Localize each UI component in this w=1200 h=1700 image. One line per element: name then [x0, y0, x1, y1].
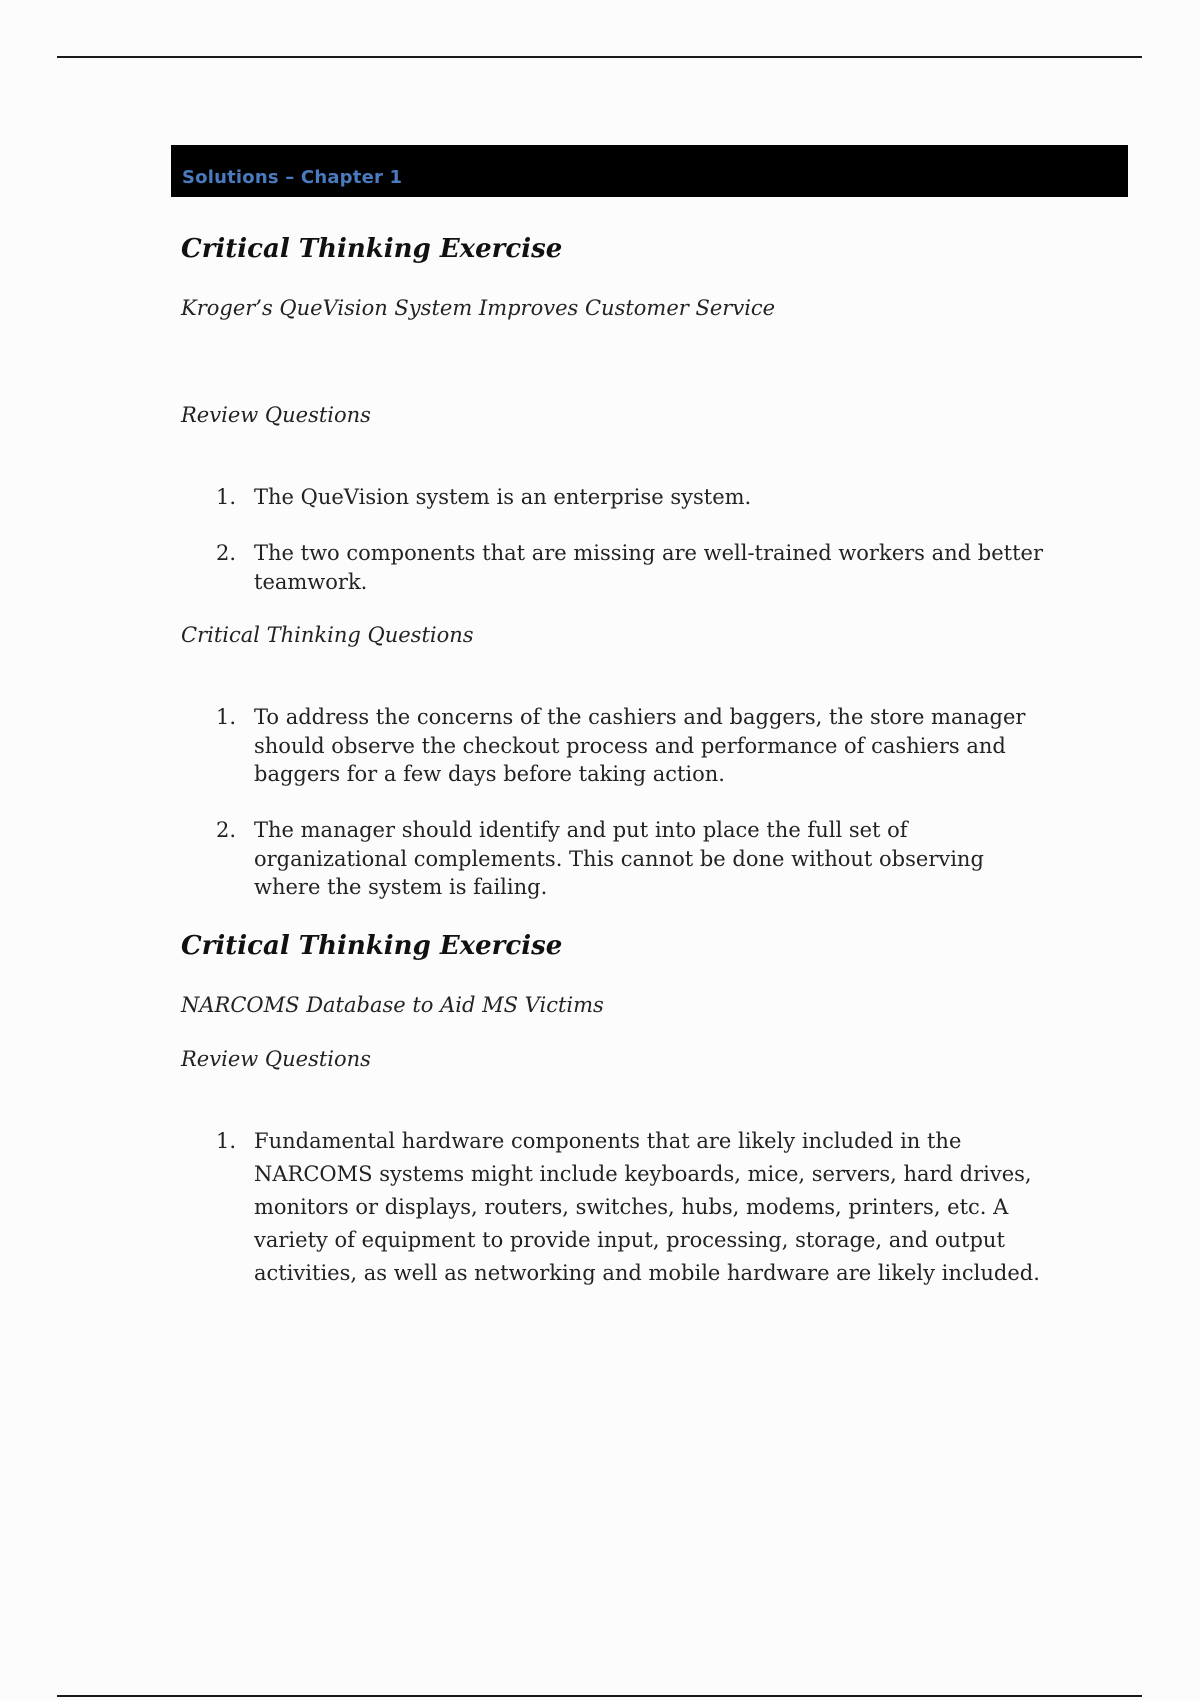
list-item: The QueVision system is an enterprise system. [254, 485, 752, 509]
case-title: Kroger’s QueVision System Improves Customer Service [181, 296, 776, 320]
case-title: NARCOMS Database to Aid MS Victims [181, 993, 604, 1017]
list-number: 2. [215, 541, 236, 565]
list-item: To address the concerns of the cashiers and baggers, the store manager should observe the checkout process and performance of cashiers and baggers for a few days before taking action. [254, 705, 1026, 786]
top-rule [57, 56, 1142, 58]
list-item: The manager should identify and put into place the full set of organizational complements. This cannot be done without observing where the system is failing. [254, 818, 984, 899]
bottom-rule [57, 1695, 1142, 1697]
list-number: 1. [215, 1129, 236, 1153]
critical-thinking-questions-heading: Critical Thinking Questions [181, 623, 474, 647]
exercise-title: Critical Thinking Exercise [181, 931, 563, 961]
list-number: 1. [215, 705, 236, 729]
list-item: The two components that are missing are well-trained workers and better teamwork. [254, 541, 1043, 594]
review-questions-heading: Review Questions [181, 403, 371, 427]
exercise-title: Critical Thinking Exercise [181, 234, 563, 264]
list-item: Fundamental hardware components that are likely included in the NARCOMS systems might include keyboards, mice, servers, hard drives, monitors or displays, routers, switches, hubs, modems, printers, etc. A variety of equipment to provide input, processing, storage, and output activities, as well as networking and mobile hardware are likely included. [254, 1129, 1040, 1285]
chapter-header-bar [171, 145, 1128, 197]
review-questions-heading: Review Questions [181, 1047, 371, 1071]
list-number: 1. [215, 485, 236, 509]
list-number: 2. [215, 818, 236, 842]
chapter-header-title: Solutions – Chapter 1 [182, 167, 403, 188]
